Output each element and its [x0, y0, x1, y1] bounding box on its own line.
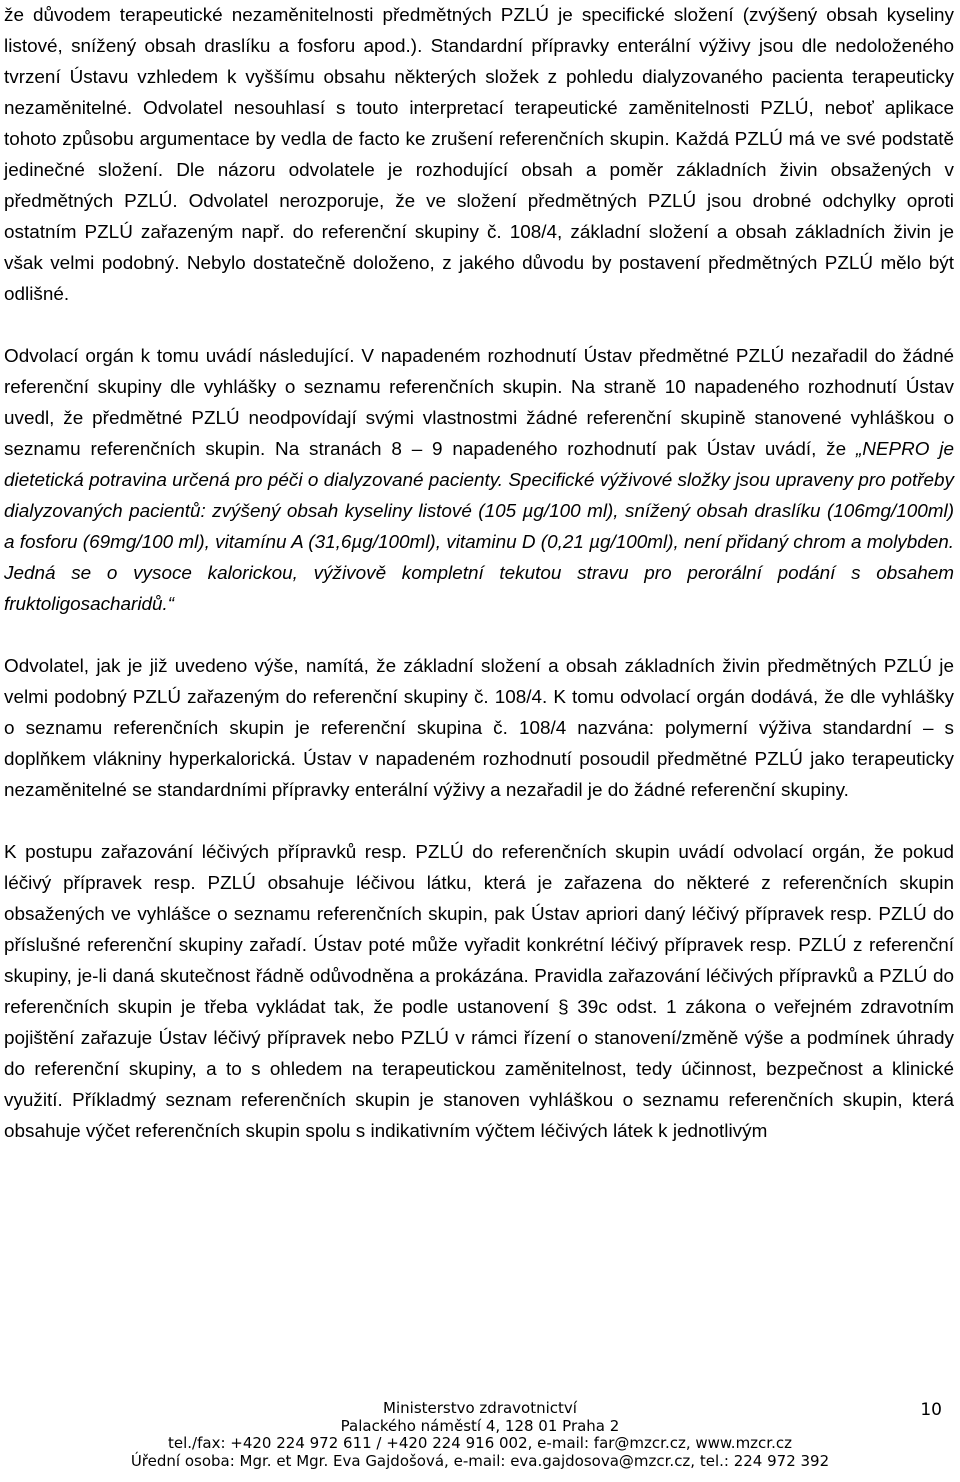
footer-official: Úřední osoba: Mgr. et Mgr. Eva Gajdošová, e-mail: eva.gajdosova@mzcr.cz, tel.: 224 972 392 [130, 1451, 830, 1470]
paragraph-1: že důvodem terapeutické nezaměnitelnosti předmětných PZLÚ je specifické složení (zvýšený obsah kyseliny listové, snížený obsah draslíku a fosforu apod.). Standardní přípravky enterální výživy jsou dle nedoloženého tvrzení Ústavu vzhledem k vyššímu obsahu některých složek z pohledu dialyzovaného pacienta terapeuticky nezaměnitelné. Odvolatel nesouhlasí s touto interpretací terapeutické zaměnitelnosti PZLÚ, neboť aplikace tohoto způsobu argumentace by vedla de facto ke zrušení referenčních skupin. Každá PZLÚ má ve své podstatě jedinečné složení. Dle názoru odvolatele je rozhodující obsah a poměr základních živin obsažených v předmětných PZLÚ. Odvolatel nerozporuje, že ve složení předmětných PZLÚ jsou drobné odchylky oproti ostatním PZLÚ zařazeným např. do referenční skupiny č. 108/4, základní složení a obsah základních živin je však velmi podobný. Nebylo dostatečně doloženo, z jakého důvodu by postavení předmětných PZLÚ mělo být odlišné. [4, 5, 954, 305]
paragraph-2-quote: „NEPRO je dietetická potravina určená pro péči o dialyzované pacienty. Specifické výživové složky jsou upraveny pro potřeby dialyzovaných pacientů: zvýšený obsah kyseliny listové (105 µg/100 ml), snížený obsah draslíku (106mg/100ml) a fosforu (69mg/100 ml), vitamínu A (31,6µg/100ml), vitaminu D (0,21 µg/100ml), není přidaný chrom a molybden. Jedná se o vysoce kalorickou, výživově kompletní tekutou stravu pro perorální podání s obsahem fruktoligosacharidů.“ [4, 439, 954, 615]
footer-contact: tel./fax: +420 224 972 611 / +420 224 916 002, e-mail: far@mzcr.cz, www.mzcr.cz [168, 1434, 792, 1452]
body-text [4, 0, 954, 1147]
paragraph-4: K postupu zařazování léčivých přípravků resp. PZLÚ do referenčních skupin uvádí odvolací orgán, že pokud léčivý přípravek resp. PZLÚ obsahuje léčivou látku, která je zařazena do některé z referenčních skupin obsažených ve vyhlášce o seznamu referenčních skupin, pak Ústav apriori daný léčivý přípravek resp. PZLÚ do příslušné referenční skupiny zařadí. Ústav poté může vyřadit konkrétní léčivý přípravek resp. PZLÚ z referenční skupiny, je-li daná skutečnost řádně odůvodněna a prokázána. Pravidla zařazování léčivých přípravků a PZLÚ do referenčních skupin je třeba vykládat tak, že podle ustanovení § 39c odst. 1 zákona o veřejném zdravotním pojištění zařazuje Ústav léčivý přípravek nebo PZLÚ v rámci řízení o stanovení/změně výše a podmínek úhrady do referenční skupiny, a to s ohledem na terapeutickou zaměnitelnost, tedy účinnost, bezpečnost a klinické využití. Příkladmý seznam referenčních skupin je stanoven vyhláškou o seznamu referenčních skupin, která obsahuje výčet referenčních skupin spolu s indikativním výčtem léčivých látek k jednotlivým [4, 842, 954, 1142]
paragraph-2-lead: Odvolací orgán k tomu uvádí následující. V napadeném rozhodnutí Ústav předmětné PZLÚ nezařadil do žádné referenční skupiny dle vyhlášky o seznamu referenčních skupin. Na straně 10 napadeného rozhodnutí Ústav uvedl, že předmětné PZLÚ neodpovídají svými vlastnostmi žádné referenční skupině stanovené vyhláškou o seznamu referenčních skupin. Na stranách 8 – 9 napadeného rozhodnutí pak Ústav uvádí, že [4, 346, 954, 460]
paragraph-2 [4, 341, 954, 620]
footer-address: Palackého náměstí 4, 128 01 Praha 2 [340, 1416, 620, 1435]
page-footer [0, 1400, 960, 1470]
footer-ministry: Ministerstvo zdravotnictví [383, 1399, 577, 1417]
page-number: 10 [920, 1400, 942, 1420]
paragraph-3: Odvolatel, jak je již uvedeno výše, namítá, že základní složení a obsah základních živin předmětných PZLÚ je velmi podobný PZLÚ zařazeným do referenční skupiny č. 108/4. K tomu odvolací orgán dodává, že dle vyhlášky o seznamu referenčních skupin je referenční skupina č. 108/4 nazvána: polymerní výživa standardní – s doplňkem vlákniny hyperkalorická. Ústav v napadeném rozhodnutí posoudil předmětné PZLÚ jako terapeuticky nezaměnitelné se standardními přípravky enterální výživy a nezařadil je do žádné referenční skupiny. [4, 656, 954, 801]
